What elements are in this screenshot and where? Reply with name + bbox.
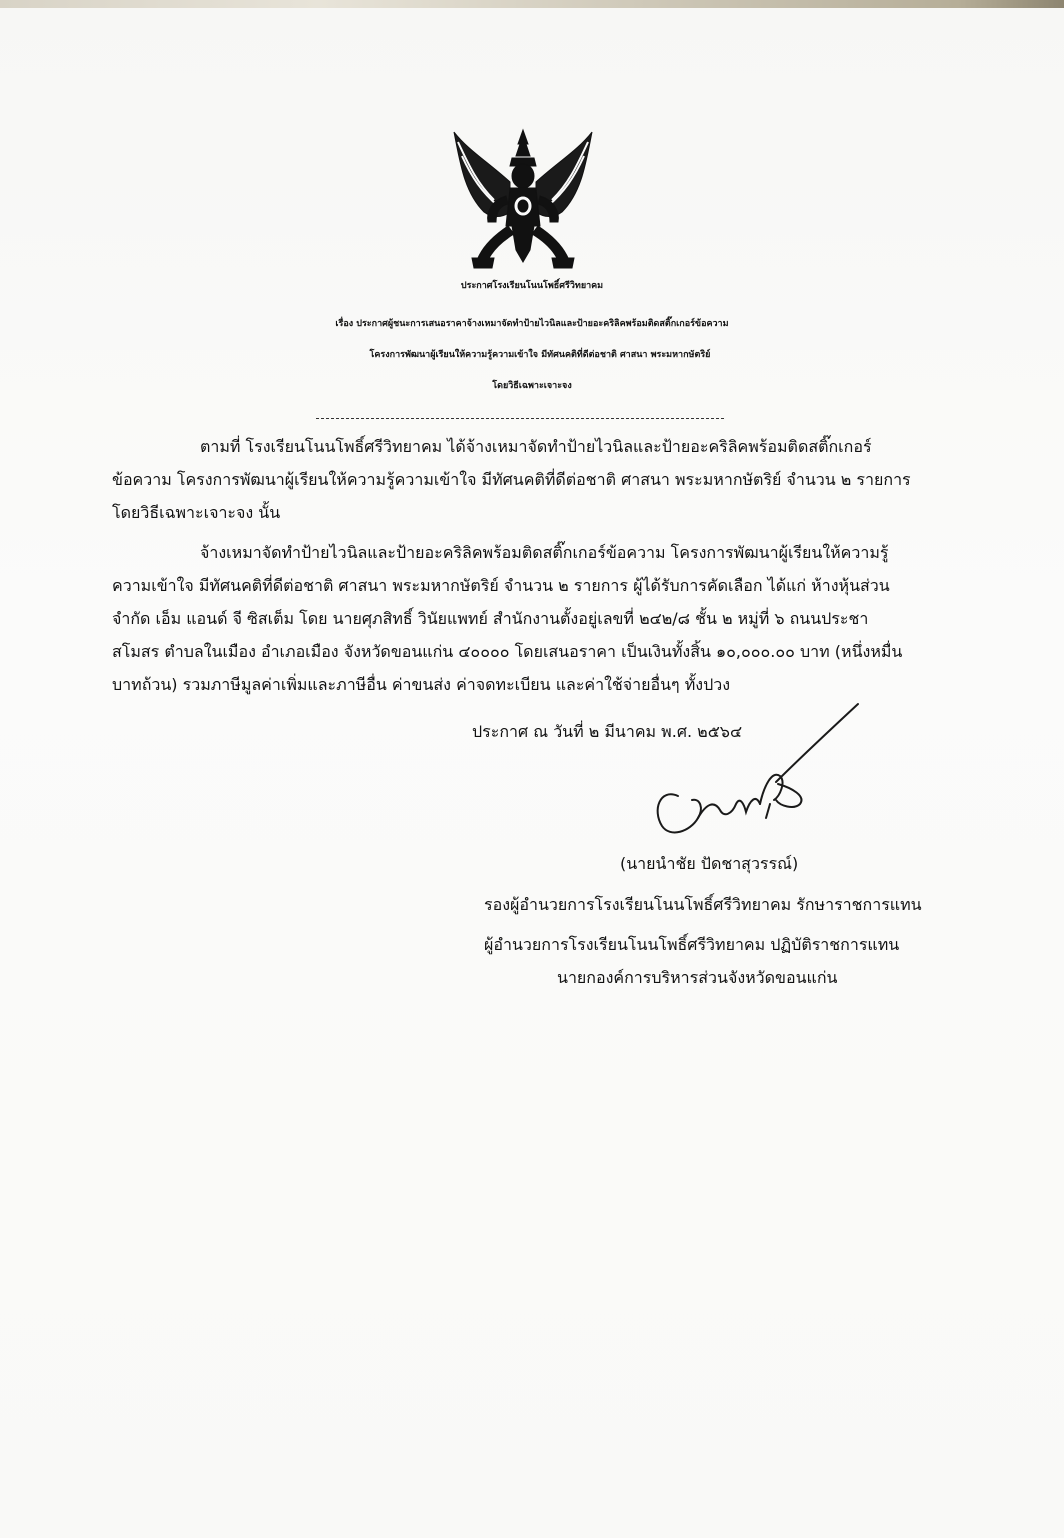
paragraph-2-line: สโมสร ตำบลในเมือง อำเภอเมือง จังหวัดขอนแก่น ๔๐๐๐๐ โดยเสนอราคา เป็นเงินทั้งสิ้น ๑๐,๐๐๐.๐๐ บาท (หนึ่งหมื่น	[112, 642, 903, 661]
subject-line-3: โดยวิธีเฉพาะเจาะจง	[492, 381, 572, 391]
handwritten-signature	[640, 700, 870, 845]
divider	[316, 418, 724, 419]
announcement-title: ประกาศโรงเรียนโนนโพธิ์ศรีวิทยาคม	[460, 281, 604, 291]
paragraph-2-line: บาทถ้วน) รวมภาษีมูลค่าเพิ่มและภาษีอื่น ค่าขนส่ง ค่าจดทะเบียน และค่าใช้จ่ายอื่นๆ ทั้งปวง	[112, 675, 731, 694]
paragraph-2-line: ความเข้าใจ มีทัศนคติที่ดีต่อชาติ ศาสนา พระมหากษัตริย์ จำนวน ๒ รายการ ผู้ได้รับการคัดเลือก ได้แก่ ห้างหุ้นส่วน	[112, 576, 890, 595]
paragraph-2	[112, 536, 960, 701]
subject-line-1: เรื่อง ประกาศผู้ชนะการเสนอราคาจ้างเหมาจัดทำป้ายไวนิลและป้ายอะคริลิคพร้อมติดสติ๊กเกอร์ข้อความ	[335, 319, 729, 329]
paragraph-1-line: โดยวิธีเฉพาะเจาะจง นั้น	[112, 503, 281, 522]
signer-position-1: รองผู้อำนวยการโรงเรียนโนนโพธิ์ศรีวิทยาคม รักษาราชการแทน	[484, 895, 922, 914]
announcement-date: ประกาศ ณ วันที่ ๒ มีนาคม พ.ศ. ๒๕๖๔	[472, 722, 743, 741]
signer-position-3: นายกองค์การบริหารส่วนจังหวัดขอนแก่น	[557, 968, 838, 987]
signer-position-2: ผู้อำนวยการโรงเรียนโนนโพธิ์ศรีวิทยาคม ปฏิบัติราชการแทน	[484, 935, 900, 954]
paragraph-2-line: จ้างเหมาจัดทำป้ายไวนิลและป้ายอะคริลิคพร้อมติดสติ๊กเกอร์ข้อความ โครงการพัฒนาผู้เรียนให้ความรู้	[200, 543, 889, 562]
paragraph-1	[112, 430, 960, 529]
paragraph-2-line: จำกัด เอ็ม แอนด์ จี ซิสเต็ม โดย นายศุภสิทธิ์ วินัยแพทย์ สำนักงานตั้งอยู่เลขที่ ๒๔๒/๘ ชั้น ๒ หมู่ที่ ๖ ถนนประชา	[112, 609, 869, 628]
paragraph-1-line: ตามที่ โรงเรียนโนนโพธิ์ศรีวิทยาคม ได้จ้างเหมาจัดทำป้ายไวนิลและป้ายอะคริลิคพร้อมติดสติ๊กเกอร์	[200, 437, 872, 456]
scan-edge	[0, 0, 1064, 8]
garuda-emblem-icon	[448, 122, 598, 278]
paragraph-1-line: ข้อความ โครงการพัฒนาผู้เรียนให้ความรู้ความเข้าใจ มีทัศนคติที่ดีต่อชาติ ศาสนา พระมหากษัตริย์ จำนวน ๒ รายการ	[112, 470, 911, 489]
signer-name: (นายนำชัย ปัดชาสุวรรณ์)	[620, 854, 799, 873]
subject-line-2: โครงการพัฒนาผู้เรียนให้ความรู้ความเข้าใจ มีทัศนคติที่ดีต่อชาติ ศาสนา พระมหากษัตริย์	[369, 350, 711, 360]
